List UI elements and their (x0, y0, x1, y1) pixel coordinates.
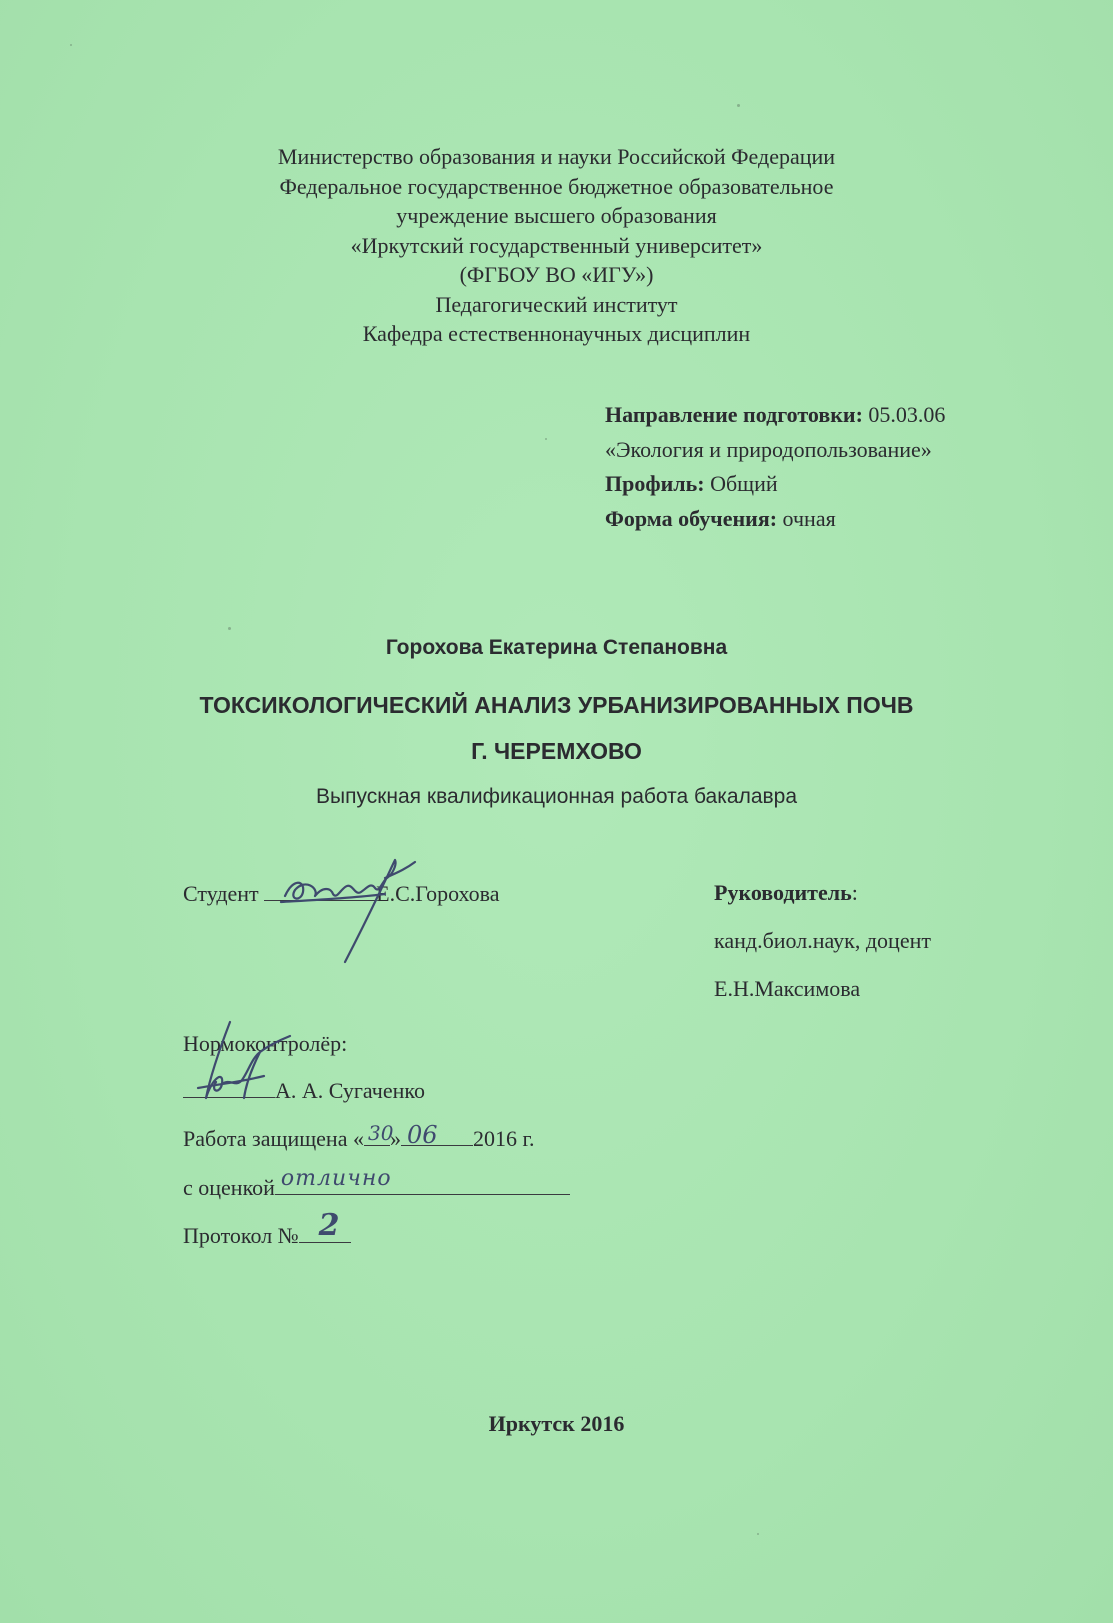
normcontrol-name: А. А. Сугаченко (275, 1078, 425, 1103)
paper-speck (228, 627, 231, 630)
thesis-title-line-1: ТОКСИКОЛОГИЧЕСКИЙ АНАЛИЗ УРБАНИЗИРОВАННЫХ ПОЧВ (199, 692, 914, 718)
student-name: Е.С.Горохова (376, 881, 500, 906)
study-direction-block (605, 398, 945, 536)
university-abbr-line: (ФГБОУ ВО «ИГУ») (459, 262, 654, 287)
grade-label: с оценкой (183, 1175, 275, 1200)
supervisor-colon: : (851, 880, 858, 905)
ministry-line: Министерство образования и науки Российской Федерации (277, 144, 836, 169)
study-form-line (605, 502, 945, 537)
author-name: Горохова Екатерина Степановна (385, 636, 728, 659)
grade-line (183, 1166, 570, 1201)
defense-day-field (364, 1121, 394, 1146)
defense-month-value: 06 (406, 1121, 438, 1149)
thesis-title (0, 682, 1113, 774)
institution-header (0, 142, 1113, 349)
defense-day-value: 30 (367, 1121, 394, 1145)
supervisor-label-line (714, 880, 858, 906)
paper-speck (737, 104, 740, 107)
direction-name: «Экология и природопользование» (605, 436, 932, 462)
university-name-line: «Иркутский государственный университет» (350, 232, 763, 258)
protocol-value: 2 (318, 1208, 340, 1243)
direction-code: 05.03.06 (868, 402, 946, 427)
university-type-line-2: учреждение высшего образования (396, 203, 717, 228)
normcontrol-label: Нормоконтролёр: (183, 1031, 348, 1056)
thesis-title-line-2: Г. ЧЕРЕМХОВО (471, 738, 642, 764)
grade-field (275, 1166, 570, 1195)
normcontrol-signature-line (183, 1077, 275, 1098)
supervisor-degree: канд.биол.наук, доцент (714, 928, 931, 953)
direction-line (605, 398, 945, 433)
profile-value: Общий (710, 471, 778, 496)
normcontrol-line (183, 1077, 425, 1104)
protocol-field (299, 1208, 351, 1243)
defense-label: Работа защищена « (183, 1126, 364, 1151)
paper-speck (545, 438, 547, 440)
supervisor-label: Руководитель (714, 880, 852, 905)
paper-speck (70, 44, 72, 46)
university-type-line: Федеральное государственное бюджетное образовательное (279, 173, 834, 199)
direction-label: Направление подготовки: (605, 402, 863, 427)
institute-line: Педагогический институт (435, 291, 678, 317)
study-form-label: Форма обучения: (605, 505, 778, 531)
protocol-line (183, 1208, 351, 1249)
paper-speck (757, 1533, 759, 1535)
defense-year: 2016 г. (472, 1126, 535, 1151)
defense-date-line (183, 1121, 535, 1152)
protocol-label: Протокол № (183, 1223, 299, 1248)
student-signature-line (264, 880, 376, 901)
profile-label: Профиль: (605, 471, 705, 496)
thesis-type: Выпускная квалификационная работа бакалавра (315, 785, 798, 808)
grade-value: отлично (280, 1166, 392, 1191)
profile-line (605, 467, 945, 502)
student-label: Студент (183, 881, 259, 906)
student-line (183, 880, 500, 907)
study-form-value: очная (782, 505, 836, 531)
supervisor-name: Е.Н.Максимова (714, 976, 861, 1001)
defense-month-field (401, 1121, 473, 1149)
department-line: Кафедра естественнонаучных дисциплин (362, 321, 751, 346)
defense-quote-close: » (389, 1126, 401, 1151)
city-year: Иркутск 2016 (488, 1411, 625, 1436)
